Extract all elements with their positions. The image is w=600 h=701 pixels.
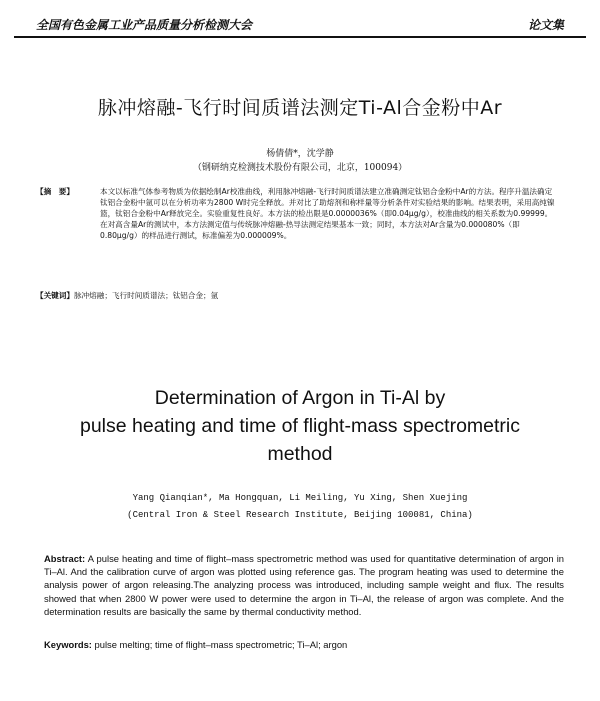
chinese-abstract-label: 【摘 要】 [36, 187, 74, 196]
english-abstract [44, 552, 564, 618]
english-title-line: Determination of Argon in Ti-Al by [154, 387, 446, 409]
chinese-keywords-label: 【关键词】 [36, 291, 74, 300]
english-keywords-label: Keywords: [44, 639, 92, 650]
english-authors: Yang Qianqian*, Ma Hongquan, Li Meiling, Yu Xing, Shen Xuejing [132, 493, 468, 503]
english-title-line: method [267, 443, 333, 465]
journal-name: 全国有色金属工业产品质量分析检测大会 [36, 18, 253, 32]
english-abstract-label: Abstract: [44, 553, 86, 564]
english-title [0, 384, 600, 468]
chinese-affiliation: （钢研纳克检测技术股份有限公司，北京，100094） [192, 163, 408, 173]
chinese-keywords-text: 脉冲熔融；飞行时间质谱法；钛铝合金；氩 [73, 291, 219, 300]
english-abstract-text: A pulse heating and time of flight–mass spectrometric method was used for quantitative determination of argon in Ti–Al. And the calibration curve of argon was plotted using reference gas. The program heating was used to determine the analysis power of argon releasing.The analyzing process was introduced, including sample weight and flux. The results showed that when 2800 W power were used to determine the argon in Ti–Al, the release of argon was complete. And the determination results are basically the same by thermal conductivity method. [44, 553, 564, 617]
chinese-title: 脉冲熔融-飞行时间质谱法测定Ti-Al合金粉中Ar [97, 97, 503, 119]
english-affiliation: (Central Iron & Steel Research Institute, Beijing 100081, China) [127, 510, 473, 520]
section-name: 论文集 [527, 18, 564, 32]
chinese-abstract [36, 186, 556, 241]
english-keywords [44, 638, 564, 651]
chinese-authors: 杨倩倩*，沈学静 [266, 149, 334, 159]
running-header [14, 14, 586, 38]
english-keywords-text: pulse melting; time of flight–mass spectrometric; Ti–Al; argon [91, 639, 348, 650]
english-title-line: pulse heating and time of flight-mass spectrometric [79, 415, 521, 437]
chinese-keywords [36, 290, 556, 301]
chinese-abstract-text: 本文以标准气体参考物质为依据绘制Ar校准曲线，利用脉冲熔融-飞行时间质谱法建立准确测定钛铝合金粉中Ar的方法。程序升温法确定钛铝合金粉中氩可以在分析功率为2800 W时完全释放。并对比了助熔剂和称样量等分析条件对实验结果的影响。结果表明，采用高纯镍篮，钛铝合金粉中Ar释放完全。实验重复性良好。本方法的检出限是0.0000036%（即0.04μg/g），校准曲线的相关系数为0.99999。在对高含量Ar的测试中，本方法测定值与传统脉冲熔融-热导法测定结果基本一致；同时，本方法对Ar含量为0.000080%（即0.80μg/g）的样品进行测试，标准偏差为0.000009%。 [100, 187, 555, 240]
